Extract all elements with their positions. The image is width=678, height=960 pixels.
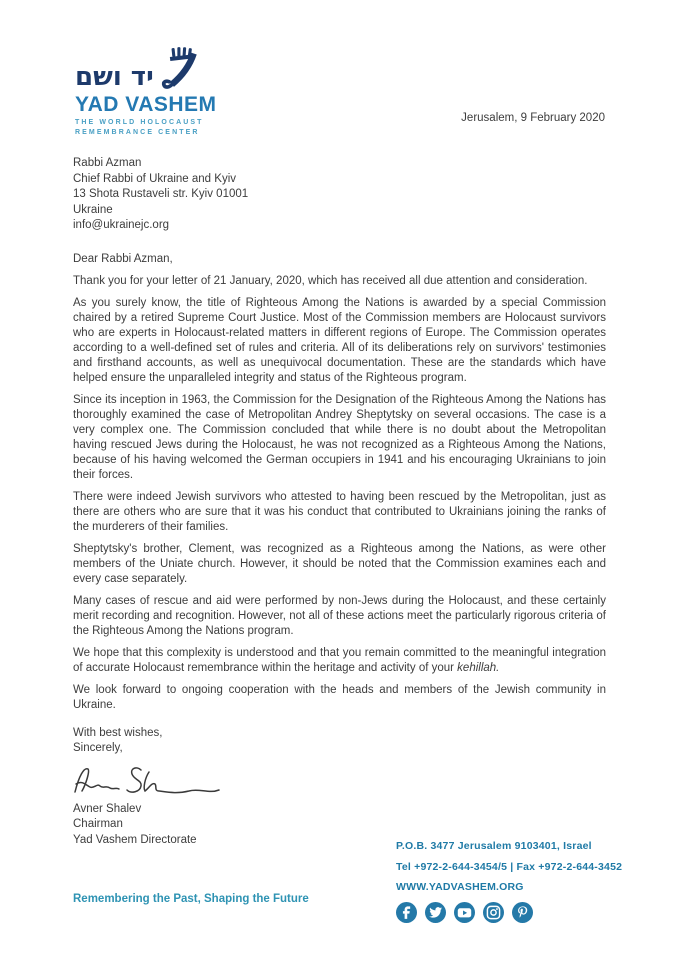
recipient-block [73,156,606,234]
signer-name: Avner Shalev [73,802,142,815]
closing-block [73,726,606,757]
signer-organization: Yad Vashem Directorate [73,833,197,846]
pinterest-icon[interactable] [512,902,533,923]
footer-website[interactable]: WWW.YADVASHEM.ORG [396,881,524,893]
paragraph-5: Sheptytsky's brother, Clement, was recognized as a Righteous among the Nations, as were other members of the Uniate church. However, it should be noted that the Commission examines each and every case separately. [73,542,606,585]
footer-phone-fax: Tel +972-2-644-3454/5 | Fax +972-2-644-3452 [396,860,623,873]
recipient-title: Chief Rabbi of Ukraine and Kyiv [73,172,236,185]
footer-address: P.O.B. 3477 Jerusalem 9103401, Israel [396,840,592,852]
letter-date: Jerusalem, 9 February 2020 [461,112,605,124]
yad-vashem-logo [75,46,217,136]
paragraph-7-italic-word: kehillah. [457,661,500,674]
footer-contact-block [396,840,622,923]
recipient-name: Rabbi Azman [73,157,142,169]
letter-body [73,156,606,848]
handwritten-signature [69,760,239,802]
paragraph-2: As you surely know, the title of Righteous Among the Nations is awarded by a special Commission chaired by a retired Supreme Court Justice. Most of the Commission members are Holocaust survivors who are experts in Holocaust-related matters in different regions of Europe. The Commission operates according to a well-defined set of rules and criteria. All of its deliberations rely on survivors' testimonies and firsthand accounts, as well as unequivocal documentation. These are the standards which have helped ensure the unparalleled integrity and status of the Righteous program. [73,296,606,384]
paragraph-8: We look forward to ongoing cooperation with the heads and members of the Jewish community in Ukraine. [73,683,606,711]
paragraph-1: Thank you for your letter of 21 January, 2020, which has received all due attention and consideration. [73,274,588,287]
salutation: Dear Rabbi Azman, [73,252,173,265]
logo-hebrew-text: יד ושם [75,62,154,92]
menorah-icon [161,46,201,92]
recipient-street: 13 Shota Rustaveli str. Kyiv 01001 [73,188,249,200]
facebook-icon[interactable] [396,902,417,923]
paragraph-4: There were indeed Jewish survivors who attested to having been rescued by the Metropolitan, just as there are others who are sure that it was his conduct that contributed to Ukrainians joining the ranks of the murderers of their families. [73,490,606,533]
recipient-email[interactable]: info@ukrainejc.org [73,219,170,231]
logo-wordmark: YAD VASHEM [75,93,217,116]
logo-tagline-line1: THE WORLD HOLOCAUST [75,119,204,127]
logo-top-row [75,46,217,92]
paragraph-7 [73,646,606,676]
recipient-country: Ukraine [73,203,113,216]
signer-title: Chairman [73,818,123,830]
closing-sincerely: Sincerely, [73,742,123,754]
instagram-icon[interactable] [483,902,504,923]
paragraph-3: Since its inception in 1963, the Commission for the Designation of the Righteous Among the Nations has thoroughly examined the case of Metropolitan Andrey Sheptytsky on several occasions. The case is a very complex one. The Commission concluded that while there is no doubt about the Metropolitan having rescued Jews during the Holocaust, he was not recognized as a Righteous Among the Nations, because of his having welcomed the German occupiers in 1941 and his encouraging Ukrainians to join their forces. [73,393,606,481]
closing-wishes: With best wishes, [73,726,163,739]
social-icons-row [396,902,622,923]
twitter-icon[interactable] [425,902,446,923]
paragraph-7-text: We hope that this complexity is understood and that you remain committed to the meaningful integration of accurate Holocaust remembrance within the heritage and activity of your [73,646,606,674]
logo-tagline-line2: REMEMBRANCE CENTER [75,129,200,137]
paragraph-6: Many cases of rescue and aid were performed by non-Jews during the Holocaust, and these certainly merit recording and recognition. However, not all of these actions meet the particularly rigorous criteria of the Righteous Among the Nations program. [73,594,606,637]
footer-tagline: Remembering the Past, Shaping the Future [73,893,309,905]
youtube-icon[interactable] [454,902,475,923]
